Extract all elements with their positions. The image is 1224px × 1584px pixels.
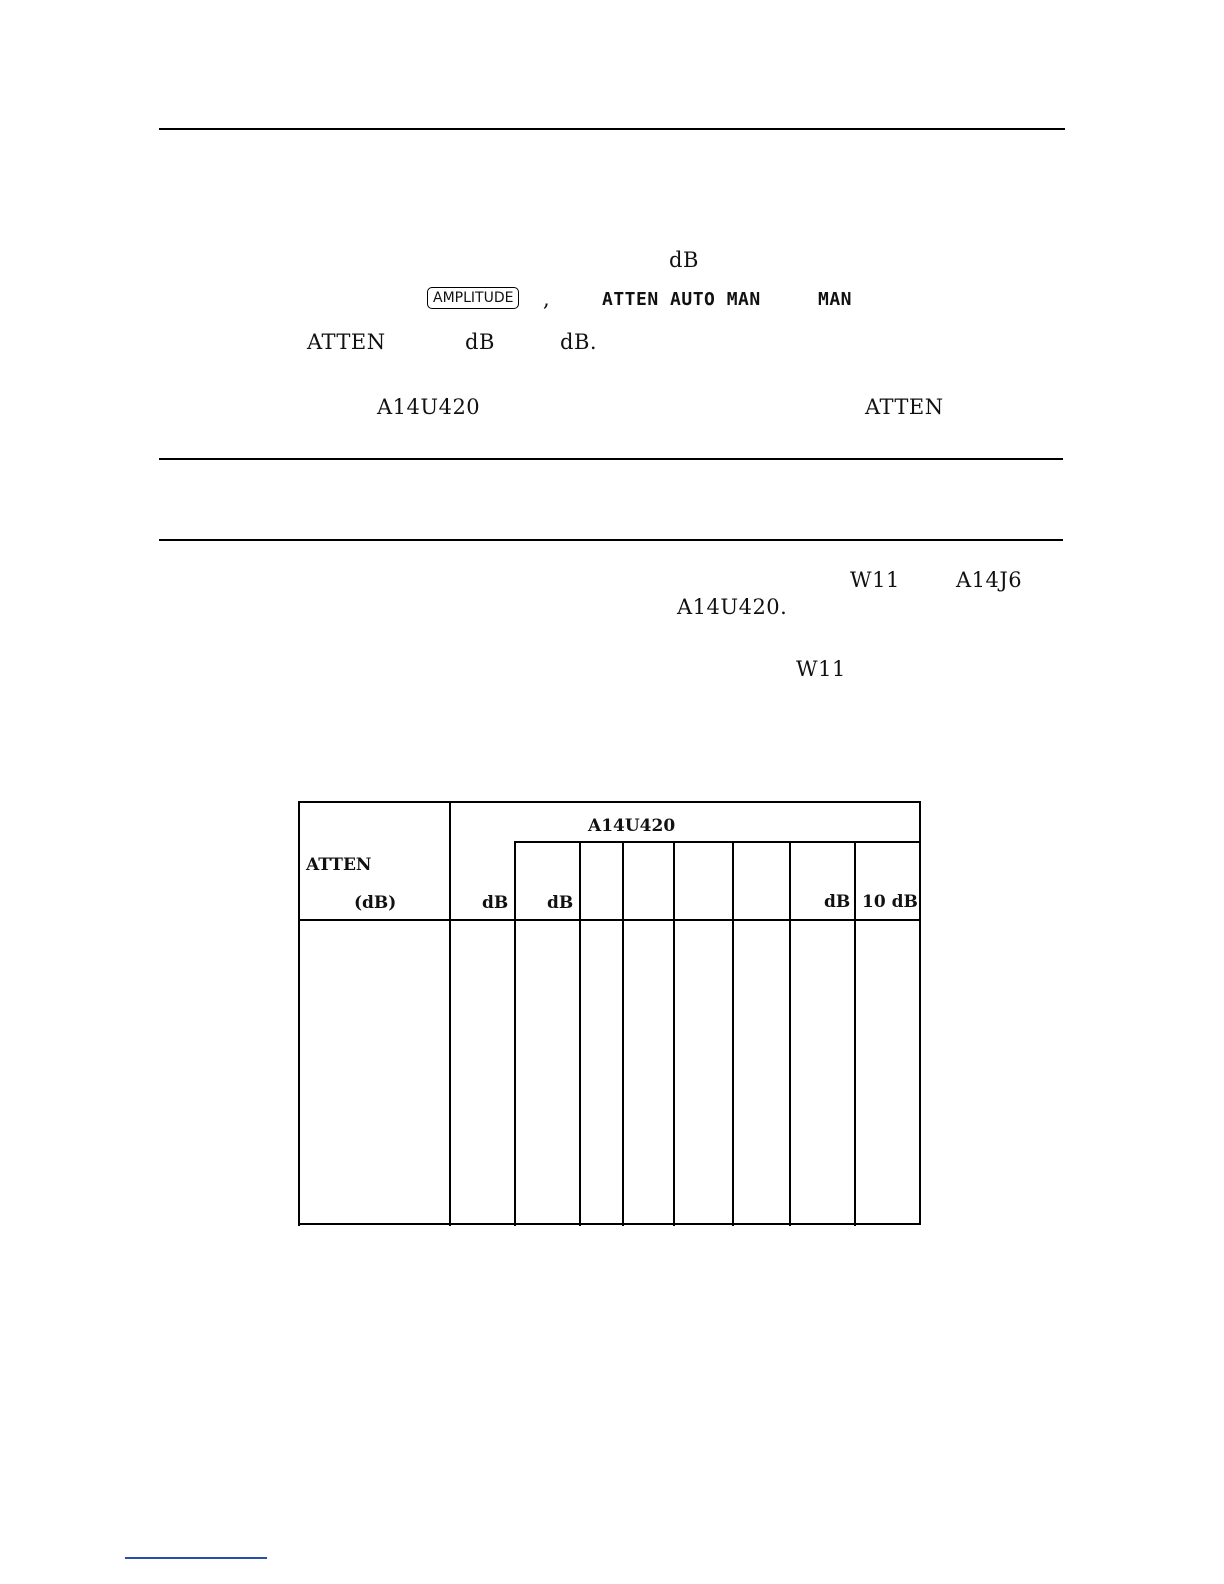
table-col-divider-4 (673, 841, 675, 1226)
caution-rule-bottom (159, 539, 1063, 541)
table-bottom-border (298, 1223, 921, 1225)
text-chip-a14u420: A14U420 (377, 395, 481, 419)
table-row-header-atten: ATTEN (306, 855, 372, 875)
table-top-border (298, 801, 921, 803)
table-col-header-8: 10 dB (862, 892, 918, 912)
table-col-divider-0 (449, 801, 451, 1226)
text-a14j6: A14J6 (956, 568, 1023, 592)
amplitude-key[interactable]: AMPLITUDE (427, 287, 519, 309)
table-col-divider-7 (854, 841, 856, 1226)
text-db-1: dB (669, 248, 699, 272)
softkey-man[interactable]: MAN (818, 289, 853, 310)
text-atten-2: ATTEN (865, 395, 944, 419)
table-col-header-7: dB (824, 892, 851, 912)
table-col-header-2: dB (547, 893, 574, 913)
caution-rule-top (159, 458, 1063, 460)
text-w11-2: W11 (796, 657, 846, 681)
table-row-header-unit: (dB) (354, 893, 397, 913)
table-col-divider-5 (732, 841, 734, 1226)
table-col-divider-2 (579, 841, 581, 1226)
table-col-divider-3 (622, 841, 624, 1226)
table-col-divider-6 (789, 841, 791, 1226)
text-w11-1: W11 (850, 568, 900, 592)
text-atten-1: ATTEN (307, 330, 386, 354)
top-rule (159, 128, 1065, 130)
text-db-2: dB (465, 330, 495, 354)
comma-after-key: , (543, 287, 551, 311)
table-col-header-1: dB (482, 893, 509, 913)
table-right-border (919, 801, 921, 1225)
table-left-border (298, 801, 300, 1226)
column-header-rule (298, 919, 921, 921)
table-col-divider-1 (514, 841, 516, 1226)
footer-link-underline[interactable] (125, 1557, 267, 1559)
text-db-3: dB. (560, 330, 598, 354)
table-group-header: A14U420 (588, 816, 676, 836)
text-chip-a14u420-2: A14U420. (677, 595, 788, 619)
group-header-rule (514, 841, 921, 843)
softkey-atten-auto-man[interactable]: ATTEN AUTO MAN (602, 289, 761, 310)
